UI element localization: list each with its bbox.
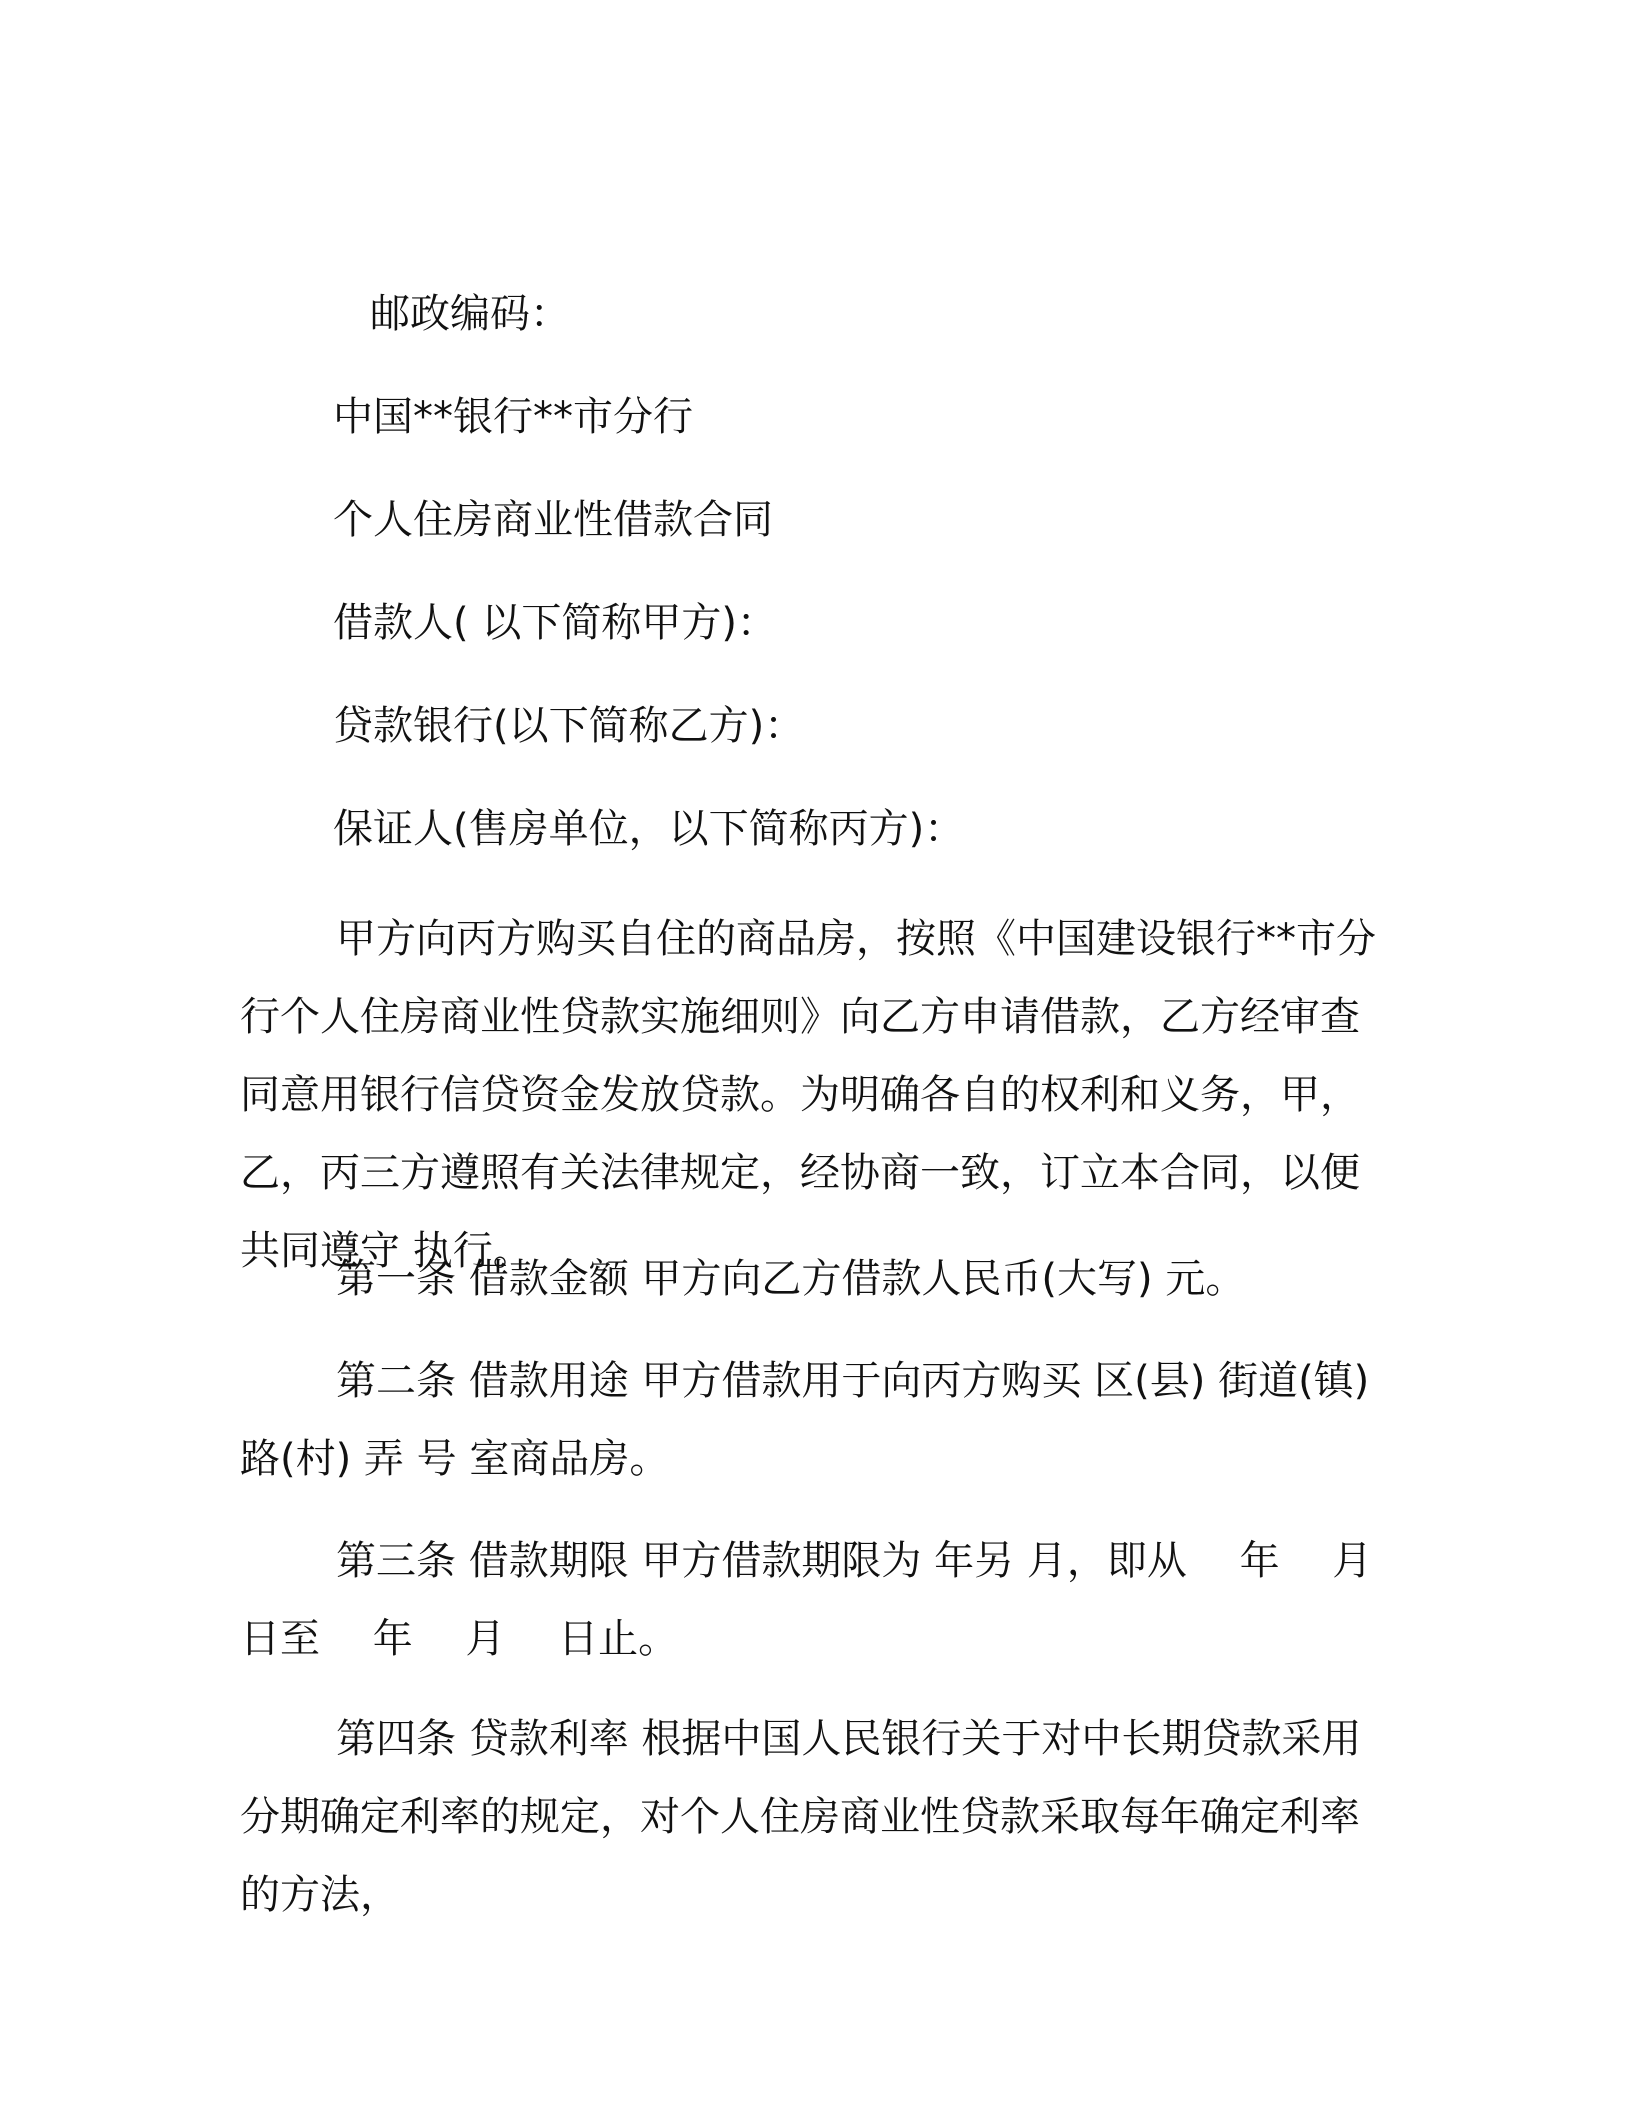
party-b-line: 贷款银行(以下简称乙方)： [333,703,805,749]
bank-name: 中国**银行**市分行 [333,394,693,440]
preamble-paragraph [240,900,1390,1290]
contract-title: 个人住房商业性借款合同 [333,497,773,543]
article-4-text: 第四条 贷款利率 根据中国人民银行关于对中长期贷款采用分期确定利率的规定，对个人住房商业性贷款采取每年确定利率的方法， [240,1716,1362,1918]
article-3-text: 第三条 借款期限 甲方借款期限为 年另 月，即从 年 月 日至 年 月 日止。 [240,1538,1426,1662]
party-c-line: 保证人(售房单位，以下简称丙方)： [333,806,965,852]
preamble-text: 甲方向丙方购买自住的商品房，按照《中国建设银行**市分行个人住房商业性贷款实施细则》向乙方申请借款，乙方经审查同意用银行信贷资金发放贷款。为明确各自的权利和义务，甲，乙，丙三方遵照有关法律规定，经协商一致，订立本合同，以便共同遵守 执行。 [240,916,1376,1274]
article-4-paragraph [240,1700,1390,1934]
article-3-paragraph [240,1522,1426,1678]
party-a-line: 借款人( 以下简称甲方)： [333,600,777,646]
article-1-paragraph [240,1240,1390,1318]
article-2-paragraph [240,1342,1390,1498]
article-1-text: 第一条 借款金额 甲方向乙方借款人民币(大写) 元。 [336,1256,1246,1302]
article-2-text: 第二条 借款用途 甲方借款用于向丙方购买 区(县) 街道(镇) 路(村) 弄 号 室商品房。 [240,1358,1370,1482]
postcode-label: 邮政编码： [370,291,570,337]
